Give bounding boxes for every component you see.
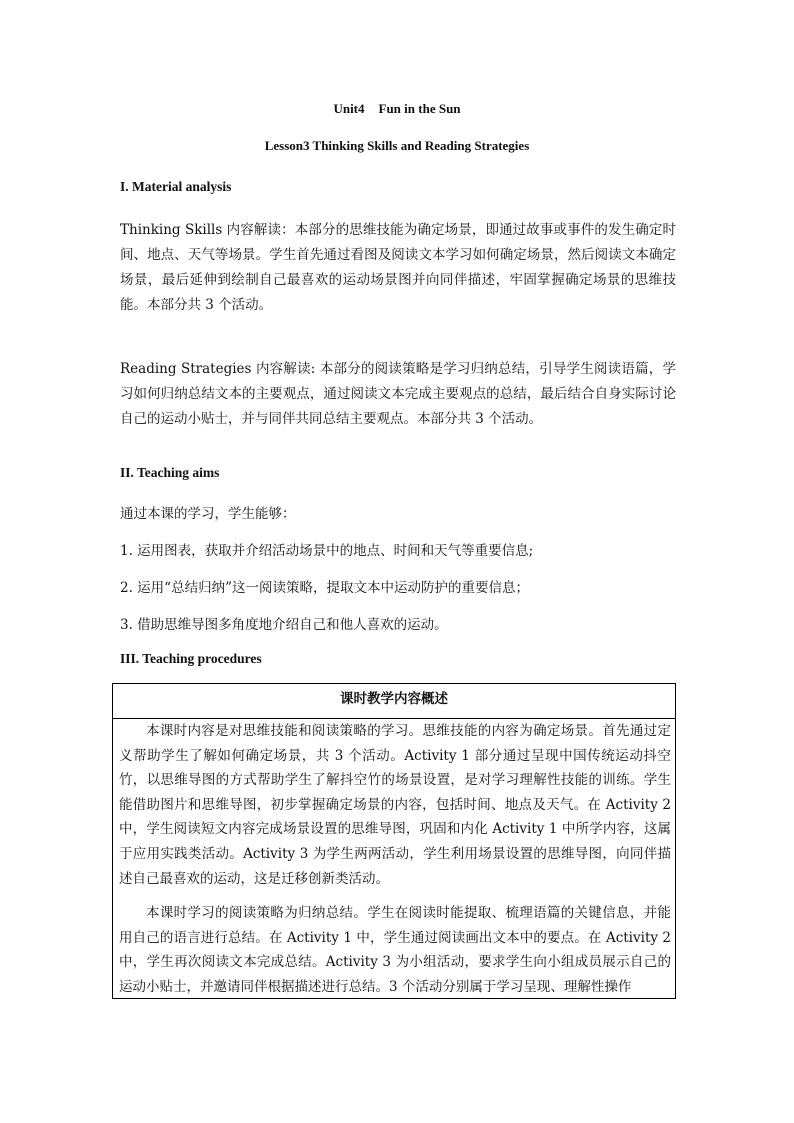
section-heading-material-analysis: I. Material analysis bbox=[120, 179, 232, 194]
section-heading-teaching-aims: II. Teaching aims bbox=[120, 465, 220, 480]
aims-intro: 通过本课的学习，学生能够： bbox=[120, 506, 296, 522]
aim-item-3: 3. 借助思维导图多角度地介绍自己和他人喜欢的运动。 bbox=[120, 617, 448, 633]
table-cell-paragraph-1: 本课时内容是对思维技能和阅读策略的学习。思维技能的内容为确定场景。首先通过定义帮助学生了解如何确定场景，共 3 个活动。Activity 1 部分通过呈现中国传统运动抖空竹，以思维导图的方式帮助学生了解抖空竹的场景设置，是对学习理解性技能的训练。学生能借助图片和思维导图，初步掌握确定场景的内容，包括时间、地点及天气。在 Activity 2 中，学生阅读短文内容完成场景设置的思维导图，巩固和内化 Activity 1 中所学内容，这属于应用实践类活动。Activity 3 为学生两两活动，学生利用场景设置的思维导图，向同伴描述自己最喜欢的运动，这是迁移创新类活动。 bbox=[119, 723, 671, 887]
unit-number: Unit4 bbox=[333, 101, 365, 116]
unit-title bbox=[0, 101, 794, 117]
table-header: 课时教学内容概述 bbox=[113, 684, 675, 719]
table-cell-paragraph-2: 本课时学习的阅读策略为归纳总结。学生在阅读时能提取、梳理语篇的关键信息，并能用自己的语言进行总结。在 Activity 1 中，学生通过阅读画出文本中的要点。在 Activity 2 中，学生再次阅读文本完成总结。Activity 3 为小组活动，要求学生向小组成员展示自己的运动小贴士，并邀请同伴根据描述进行总结。3 个活动分别属于学习呈现、理解性操作 bbox=[119, 905, 671, 995]
unit-name: Fun in the Sun bbox=[378, 101, 461, 116]
aim-item-2: 2. 运用“总结归纳”这一阅读策略，提取文本中运动防护的重要信息； bbox=[120, 580, 529, 596]
paragraph-reading-strategies: Reading Strategies 内容解读: 本部分的阅读策略是学习归纳总结，引导学生阅读语篇，学习如何归纳总结文本的主要观点，通过阅读文本完成主要观点的总结，最后结合自身实际讨论自己的运动小贴士，并与同伴共同总结主要观点。本部分共 3 个活动。 bbox=[120, 361, 676, 427]
section-heading-teaching-procedures: III. Teaching procedures bbox=[120, 651, 262, 666]
aim-item-1: 1. 运用图表，获取并介绍活动场景中的地点、时间和天气等重要信息; bbox=[120, 543, 534, 559]
paragraph-thinking-skills: Thinking Skills 内容解读：本部分的思维技能为确定场景，即通过故事或事件的发生确定时间、地点、天气等场景。学生首先通过看图及阅读文本学习如何确定场景，然后阅读文本确定场景，最后延伸到绘制自己最喜欢的运动场景图并向同伴描述，牢固掌握确定场景的思维技能。本部分共 3 个活动。 bbox=[120, 222, 676, 313]
lesson-title: Lesson3 Thinking Skills and Reading Strategies bbox=[264, 138, 530, 153]
content-overview-table bbox=[112, 683, 676, 999]
